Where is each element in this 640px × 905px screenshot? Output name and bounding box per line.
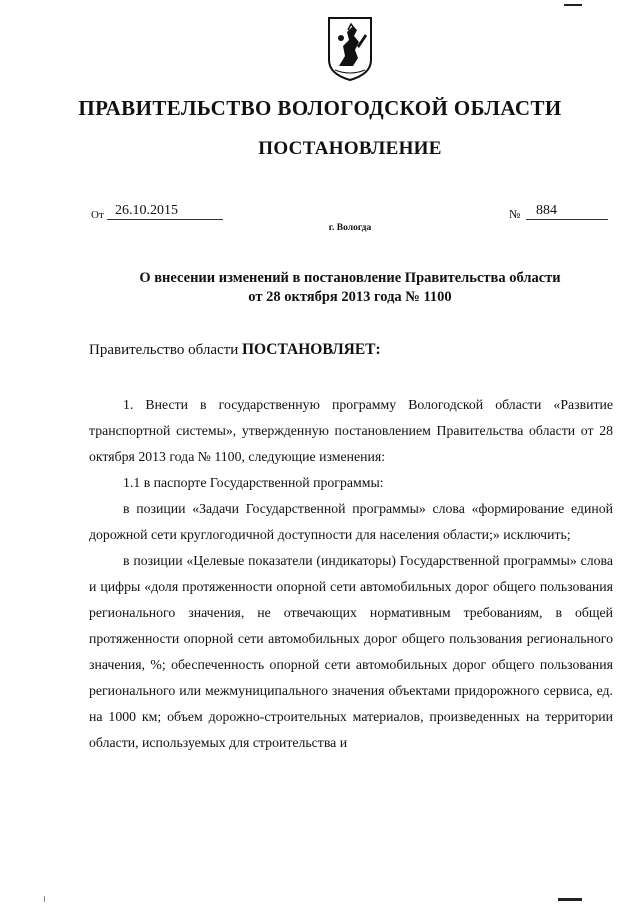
paragraph-1: 1. Внести в государственную программу Вологодской области «Развитие транспортной системы», утвержденную постановлением Правительства области от 28 октября 2013 года № 1100, следующие изменения: <box>89 397 613 464</box>
number-label: № <box>509 207 521 221</box>
org-title: ПРАВИТЕЛЬСТВО ВОЛОГОДСКОЙ ОБЛАСТИ <box>78 96 562 120</box>
document-body <box>89 392 613 756</box>
paragraph-3: в позиции «Задачи Государственной программы» слова «формирование единой дорожной сети круглогодичной доступности для населения области;» исключить; <box>89 501 613 542</box>
subject-line-2: от 28 октября 2013 года № 1100 <box>248 289 452 305</box>
decree-lead: Правительство области <box>89 342 239 358</box>
date-label: От <box>91 209 104 221</box>
document-subject <box>60 269 640 307</box>
vologda-coat-of-arms-icon <box>327 16 373 82</box>
number-value: 884 <box>526 203 608 220</box>
subject-line-1: О внесении изменений в постановление Правительства области <box>139 270 561 286</box>
scan-mark <box>564 4 582 6</box>
city: г. Вологда <box>328 223 372 233</box>
date-value: 26.10.2015 <box>107 203 223 220</box>
decree-verb: ПОСТАНОВЛЯЕТ: <box>241 341 381 358</box>
scan-mark <box>558 898 582 901</box>
paragraph-2: 1.1 в паспорте Государственной программы: <box>123 475 384 490</box>
doc-type: ПОСТАНОВЛЕНИЕ <box>258 138 442 159</box>
decree-statement <box>89 341 381 359</box>
scan-mark <box>44 896 45 902</box>
paragraph-4: в позиции «Целевые показатели (индикаторы) Государственной программы» слова и цифры «доля протяженности опорной сети автомобильных дорог общего пользования регионального значения, не отвечающих нормативным требованиям, в общей протяженности опорной сети автомобильных дорог общего пользования регионального значения, %; обеспеченность опорной сети автомобильных дорог общего пользования регионального или межмуниципального значения объектами придорожного сервиса, ед. на 1000 км; объем дорожно-строительных материалов, произведенных на территории области, используемых для строительства и <box>89 553 613 750</box>
